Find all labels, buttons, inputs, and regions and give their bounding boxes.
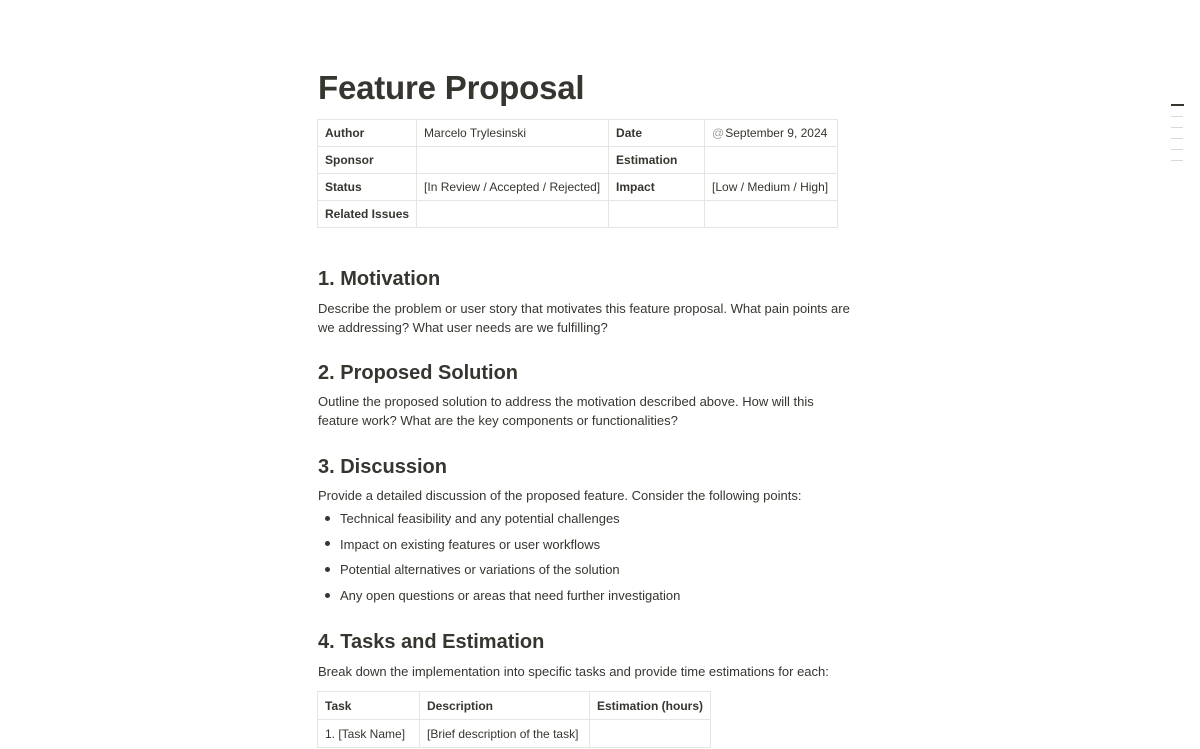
list-item-text: Any open questions or areas that need further investigation <box>340 588 681 604</box>
property-label-author: Author <box>318 120 417 147</box>
section-discussion <box>318 454 898 608</box>
toc-line-active[interactable] <box>1171 104 1184 106</box>
bullet-icon <box>325 593 330 598</box>
paragraph-line: Describe the problem or user story that motivates this feature proposal. What pain points are <box>318 301 850 316</box>
table-cell-description[interactable]: [Brief description of the task] <box>420 720 590 748</box>
property-value-author[interactable]: Marcelo Trylesinski <box>417 120 609 147</box>
bullet-icon <box>325 541 330 546</box>
toc-line[interactable] <box>1171 138 1183 139</box>
date-mention-prefix: @ <box>712 126 725 140</box>
table-row <box>318 720 711 748</box>
list-item-text: Potential alternatives or variations of the solution <box>340 562 620 578</box>
property-label-impact: Impact <box>609 174 705 201</box>
section-motivation <box>318 266 898 337</box>
table-of-contents-minimap[interactable] <box>1171 104 1185 171</box>
property-label-sponsor: Sponsor <box>318 147 417 174</box>
list-item <box>318 532 898 558</box>
property-value-status[interactable]: [In Review / Accepted / Rejected] <box>417 174 609 201</box>
section-proposed-solution <box>318 360 898 430</box>
property-label-estimation: Estimation <box>609 147 705 174</box>
property-value-related-issues[interactable] <box>417 201 609 228</box>
property-value-empty[interactable] <box>705 201 838 228</box>
page-title: Feature Proposal <box>318 69 585 106</box>
toc-line[interactable] <box>1171 127 1183 128</box>
toc-line[interactable] <box>1171 116 1183 117</box>
paragraph-line: Outline the proposed solution to address the motivation described above. How will this <box>318 394 814 409</box>
property-row-related-issues <box>318 201 838 228</box>
property-value-impact[interactable]: [Low / Medium / High] <box>705 174 838 201</box>
paragraph-motivation <box>318 299 898 337</box>
list-item <box>318 583 898 609</box>
paragraph-line: we addressing? What user needs are we fulfilling? <box>318 320 608 335</box>
heading-tasks-estimation: 4. Tasks and Estimation <box>318 631 545 653</box>
date-mention-text: September 9, 2024 <box>725 126 828 140</box>
bullet-icon <box>325 516 330 521</box>
toc-line[interactable] <box>1171 160 1183 161</box>
table-header-row <box>318 692 711 720</box>
list-item-text: Impact on existing features or user workflows <box>340 536 601 552</box>
property-label-date: Date <box>609 120 705 147</box>
bullet-icon <box>325 567 330 572</box>
toc-line[interactable] <box>1171 149 1183 150</box>
property-row-author <box>318 120 838 147</box>
list-item <box>318 506 898 532</box>
property-label-status: Status <box>318 174 417 201</box>
paragraph-tasks-intro: Break down the implementation into specific tasks and provide time estimations for each: <box>318 664 829 679</box>
property-row-sponsor <box>318 147 838 174</box>
paragraph-line: feature work? What are the key components or functionalities? <box>318 413 678 428</box>
heading-motivation: 1. Motivation <box>318 268 441 290</box>
property-label-empty <box>609 201 705 228</box>
property-value-estimation[interactable] <box>705 147 838 174</box>
properties-table <box>317 119 838 228</box>
property-label-related-issues: Related Issues <box>318 201 417 228</box>
heading-proposed-solution: 2. Proposed Solution <box>318 362 519 384</box>
table-header-description: Description <box>420 692 590 720</box>
table-cell-task[interactable]: 1. [Task Name] <box>318 720 420 748</box>
property-value-sponsor[interactable] <box>417 147 609 174</box>
heading-discussion: 3. Discussion <box>318 456 447 478</box>
section-tasks-estimation <box>318 629 898 681</box>
list-item <box>318 557 898 583</box>
table-cell-estimation[interactable] <box>590 720 711 748</box>
list-item-text: Technical feasibility and any potential challenges <box>340 511 620 527</box>
paragraph-discussion-intro: Provide a detailed discussion of the proposed feature. Consider the following points: <box>318 488 802 503</box>
discussion-bullet-list <box>318 506 898 608</box>
tasks-table <box>317 691 711 748</box>
property-row-status <box>318 174 838 201</box>
property-value-date[interactable] <box>705 120 838 147</box>
table-header-estimation: Estimation (hours) <box>590 692 711 720</box>
paragraph-proposed-solution <box>318 392 898 430</box>
table-header-task: Task <box>318 692 420 720</box>
